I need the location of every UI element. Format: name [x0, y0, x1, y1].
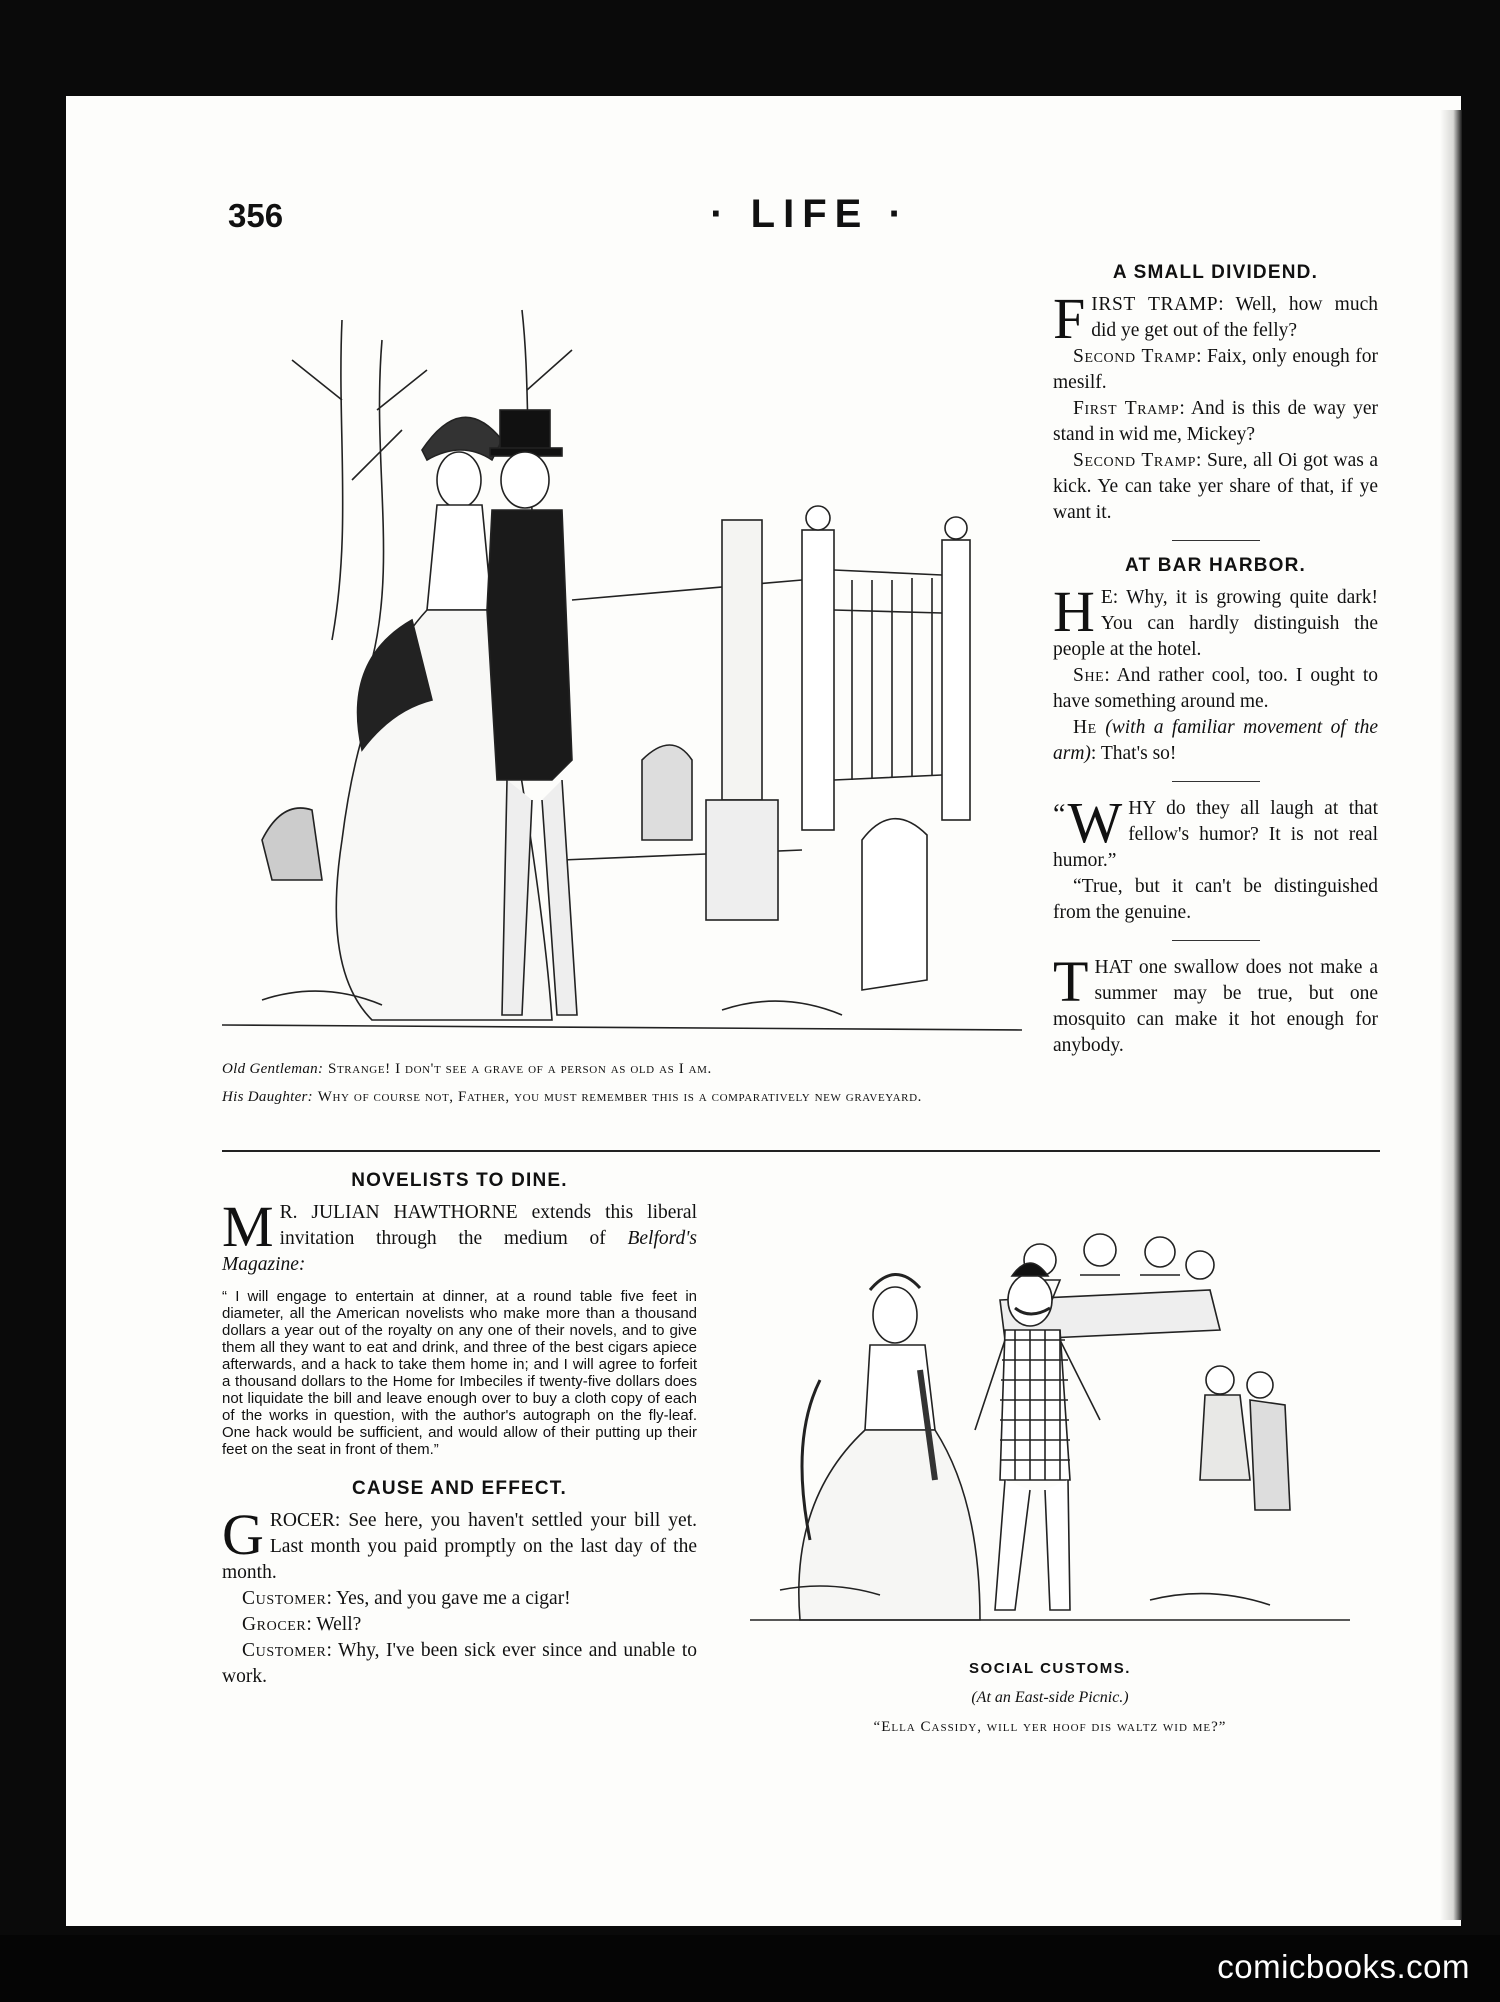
picnic-caption [730, 1660, 1370, 1736]
caption-line-daughter [222, 1083, 1032, 1111]
bar-harbor-p2: She: And rather cool, too. I ought to have something around me. [1053, 665, 1378, 712]
section-rule [1172, 540, 1260, 541]
graveyard-illustration [222, 280, 1022, 1040]
heading-small-dividend: A SMALL DIVIDEND. [1112, 262, 1319, 283]
masthead-title: · LIFE · [710, 192, 910, 236]
small-dividend-p2: Second Tramp: Faix, only enough for mesilf. [1053, 346, 1378, 393]
bar-harbor-p3: He (with a familiar movement of the arm): That's so! [1053, 717, 1378, 764]
graveyard-caption [222, 1055, 1032, 1111]
heading-cause-effect: CAUSE AND EFFECT. [352, 1478, 567, 1499]
old-gentleman-line: Strange! I don't see a grave of a person as old as I am. [328, 1061, 712, 1077]
humor-p1: “ W HY do they all laugh at that fellow's humor? It is not real humor.” [1053, 790, 1378, 871]
humor-p2: “True, but it can't be distinguished from the genuine. [1053, 876, 1378, 923]
cause-effect-p3: Grocer: Well? [242, 1614, 362, 1635]
section-rule [1172, 781, 1260, 782]
daughter-line: Why of course not, Father, you must remember this is a comparatively new graveyard. [317, 1089, 922, 1105]
small-dividend-p3: First Tramp: And is this de way yer stand in wid me, Mickey? [1053, 398, 1378, 445]
novelists-p1: M R. JULIAN HAWTHORNE extends this liberal invitation through the medium of Belford's Magazine: [222, 1194, 697, 1275]
heading-bar-harbor: AT BAR HARBOR. [1124, 555, 1307, 576]
speaker-old-gentleman: Old Gentleman: [222, 1061, 324, 1077]
left-column [222, 1170, 697, 1690]
cartoon-title-social-customs: SOCIAL CUSTOMS. [969, 1660, 1131, 1677]
cartoon-quote: “Ella Cassidy, will yer hoof dis waltz wid me?” [873, 1719, 1227, 1735]
watermark: comicbooks.com [1217, 1948, 1470, 1985]
page-spine-shadow [1440, 110, 1462, 1920]
heading-novelists: NOVELISTS TO DINE. [351, 1170, 568, 1191]
cause-effect-p1: GROCER: See here, you haven't settled your bill yet. Last month you paid promptly on the last day of the month. [222, 1502, 697, 1583]
small-dividend-p4: Second Tramp: Sure, all Oi got was a kick. Ye can take yer share of that, if ye want it. [1053, 450, 1378, 523]
swallow-p1: THAT one swallow does not make a summer may be true, but one mosquito can make it hot enough for anybody. [1053, 949, 1378, 1056]
hawthorne-quote: “ I will engage to entertain at dinner, at a round table five feet in diameter, all the American novelists who make more than a thousand dollars a year out of the royalty on any one of their novels, and to give them all they want to eat and drink, and three of the best cigars apiece afterwards, and a hack to take them home in; and I will agree to forfeit a thousand dollars to the Home for Imbeciles if twenty-five dollars does not liquidate the bill and leave enough over to buy a cloth copy of each of the works in question, with the author's autograph on the fly-leaf. One hack would be sufficient, and would allow of their putting up their feet on the seat in front of them.” [222, 1288, 697, 1458]
cause-effect-p4: Customer: Why, I've been sick ever since and unable to work. [222, 1640, 697, 1687]
caption-line-old-gentleman [222, 1055, 1032, 1083]
cartoon-subtitle: (At an East-side Picnic.) [971, 1689, 1129, 1706]
small-dividend-p1: FIRST TRAMP: Well, how much did ye get out of the felly? [1053, 286, 1378, 351]
section-rule [1172, 940, 1260, 941]
right-column [1053, 258, 1378, 1059]
cause-effect-p2: Customer: Yes, and you gave me a cigar! [242, 1588, 571, 1609]
speaker-daughter: His Daughter: [222, 1089, 313, 1105]
bar-harbor-p1: H E: Why, it is growing quite dark! You can hardly distinguish the people at the hotel. [1053, 579, 1378, 660]
picnic-illustration [750, 1180, 1350, 1640]
section-divider [222, 1150, 1380, 1152]
page-number: 356 [228, 197, 284, 234]
